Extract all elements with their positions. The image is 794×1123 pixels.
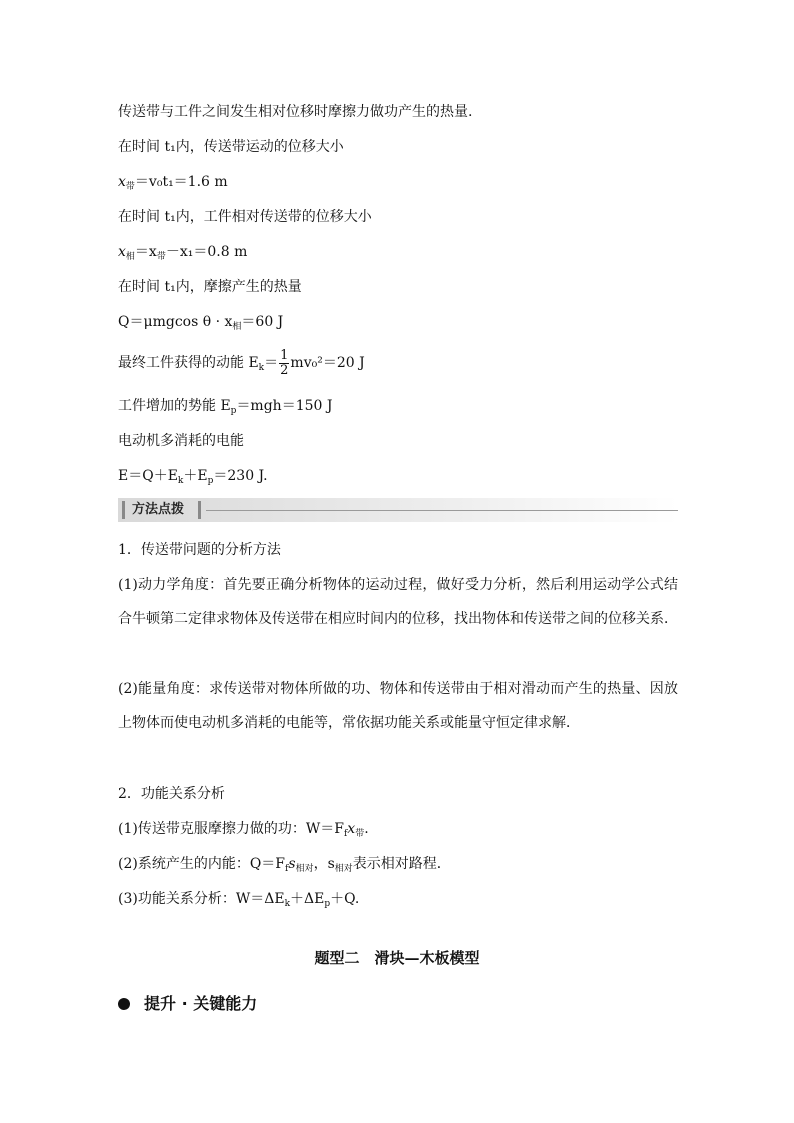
denominator: 2 [280, 362, 289, 378]
eq-text: 工件增加的势能 E [118, 398, 231, 414]
subscript: 相对 [334, 864, 353, 874]
eq-text: 表示相对路程． [352, 856, 451, 872]
equation-line [118, 242, 678, 262]
fraction [279, 349, 289, 378]
subscript: 相 [125, 252, 135, 262]
eq-text: －x₁＝0.8 m [165, 244, 248, 260]
eq-text: E＝Q＋E [118, 468, 178, 484]
subscript: 相对 [295, 864, 314, 874]
numerator: 1 [280, 347, 289, 363]
var: x [118, 244, 126, 260]
eq-text: . [364, 821, 369, 837]
method-paragraph [118, 819, 678, 839]
method-paragraph [118, 889, 678, 909]
eq-text: ＋Q. [330, 891, 360, 907]
bullet-icon [118, 998, 130, 1010]
eq-text: ＝mgh＝150 J [236, 398, 333, 414]
text-line: 在时间 t₁内，传送带运动的位移大小 [118, 139, 344, 155]
subscript: k [284, 899, 291, 909]
subscript: f [343, 829, 348, 839]
equation-line [118, 466, 678, 486]
eq-text: mv₀²＝20 J [290, 355, 365, 371]
bar-tick [122, 501, 125, 519]
method-paragraph: (1)动力学角度：首先要正确分析物体的运动过程，做好受力分析，然后利用运动学公式结合牛顿第二定律求物体及传送带在相应时间内的位移，找出物体和传送带之间的位移关系． [118, 577, 678, 627]
divider [206, 510, 678, 511]
eq-text: ＋E [183, 468, 208, 484]
subscript: f [285, 864, 289, 874]
subscript: p [324, 899, 331, 909]
bar-tick [198, 501, 201, 519]
text-line: 在时间 t₁内，工件相对传送带的位移大小 [118, 209, 372, 225]
var: s [288, 856, 296, 872]
sub-heading-text: 提升 · 关键能力 [144, 994, 258, 1013]
method-tips-bar [118, 498, 678, 522]
subscript: p [207, 476, 214, 486]
subscript: 带 [125, 182, 135, 192]
eq-text: Q＝μmgcos θ · x [118, 314, 233, 330]
subscript: k [258, 363, 265, 373]
var: x [347, 821, 356, 837]
method-paragraph [118, 854, 678, 874]
text-line: 传送带与工件之间发生相对位移时摩擦力做功产生的热量. [118, 104, 473, 120]
equation-line [118, 172, 678, 192]
subscript: 带 [156, 252, 166, 262]
section-title: 题型二 滑块—木板模型 [314, 949, 480, 967]
subscript: k [177, 476, 184, 486]
equation-line [118, 348, 678, 378]
text-line: 在时间 t₁内，摩擦产生的热量 [118, 279, 302, 295]
eq-text: (2)系统产生的内能：Q＝F [118, 856, 286, 872]
var: x [118, 174, 126, 190]
method-tips-label: 方法点拨 [132, 502, 185, 517]
equation-line [118, 312, 678, 332]
sub-heading [118, 993, 257, 1015]
equation-line [118, 396, 678, 416]
eq-text: ＝60 J [241, 314, 284, 330]
method-item: 2．功能关系分析 [118, 786, 225, 802]
subscript: 带 [355, 829, 365, 839]
method-paragraph: (2)能量角度：求传送带对物体所做的功、物体和传送带由于相对滑动而产生的热量、因放上物体而使电动机多消耗的电能等，常依据功能关系或能量守恒定律求解． [118, 681, 678, 731]
eq-text: ＝ [264, 355, 279, 371]
subscript: p [230, 406, 237, 416]
eq-text: 最终工件获得的动能 E [118, 355, 259, 371]
eq-text: ＝x [134, 244, 157, 260]
text-line: 电动机多消耗的电能 [118, 433, 244, 449]
eq-text: (3)功能关系分析：W＝ΔE [118, 891, 285, 907]
eq-text: (1)传送带克服摩擦力做的功：W＝F [118, 821, 344, 837]
eq-text: ＝v₀t₁＝1.6 m [134, 174, 228, 190]
eq-text: ，s [313, 856, 335, 872]
method-item: 1．传送带问题的分析方法 [118, 542, 281, 558]
eq-text: ＋ΔE [290, 891, 325, 907]
eq-text: ＝230 J. [213, 468, 268, 484]
subscript: 相 [232, 322, 242, 332]
